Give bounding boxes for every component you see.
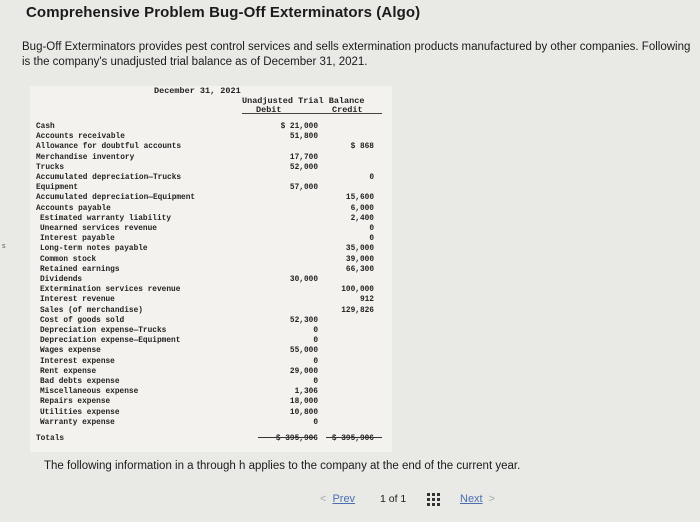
account-name: Equipment [36, 184, 79, 193]
account-name: Retained earnings [40, 265, 120, 274]
account-name: Sales (of merchandise) [40, 306, 143, 315]
debit-value: 55,000 [289, 347, 318, 356]
prev-button[interactable] [320, 488, 366, 510]
footer-text: The following information in a through h applies to the company at the end of the current year. [44, 460, 521, 472]
credit-value: 66,300 [345, 265, 374, 274]
debit-value: 0 [313, 327, 318, 335]
credit-value: 912 [359, 296, 374, 305]
account-name: Estimated warranty liability [40, 214, 172, 223]
credit-value: 0 [369, 225, 374, 233]
account-name: Bad debts expense [40, 378, 120, 386]
account-name: Accounts receivable [36, 133, 125, 142]
account-name: Depreciation expense—Equipment [40, 337, 181, 346]
debit-value: 17,700 [289, 153, 318, 162]
account-name: Miscellaneous expense [40, 388, 139, 397]
trial-balance-table [30, 86, 392, 452]
page-title: Comprehensive Problem Bug-Off Exterminators (Algo) [26, 4, 421, 21]
debit-value: 29,000 [289, 367, 318, 376]
debit-value: 0 [313, 378, 318, 386]
account-name: Accumulated depreciation—Equipment [36, 194, 196, 203]
account-name: Common stock [40, 255, 97, 264]
totals-credit-rule [326, 437, 382, 438]
side-mark: s [2, 243, 6, 250]
account-name: Unearned services revenue [40, 225, 157, 233]
debit-value: 52,300 [289, 316, 318, 325]
credit-value: 0 [369, 174, 374, 182]
table-row [30, 418, 392, 429]
account-name: Interest revenue [40, 296, 115, 305]
account-name: Warranty expense [40, 418, 115, 427]
credit-value: $ 868 [350, 143, 374, 152]
column-group-header: Unadjusted Trial Balance [242, 96, 365, 106]
account-name: Rent expense [40, 367, 97, 376]
totals-row [30, 434, 392, 445]
credit-value: 39,000 [345, 255, 374, 264]
grid-icon[interactable] [427, 493, 440, 506]
account-name: Allowance for doubtful accounts [36, 143, 182, 152]
debit-value: 1,306 [294, 388, 318, 397]
prev-label: Prev [332, 493, 356, 505]
debit-value: 0 [313, 357, 318, 366]
account-name: Accumulated depreciation—Trucks [36, 174, 182, 182]
credit-value: 6,000 [350, 204, 374, 213]
credit-value: $ 395,906 [331, 435, 374, 443]
debit-value: 51,800 [289, 133, 318, 142]
credit-value: 0 [369, 235, 374, 244]
account-name: Cash [36, 123, 55, 131]
page-info: 1 of 1 [380, 493, 407, 505]
debit-value: 0 [313, 418, 318, 427]
table-date: December 31, 2021 [154, 86, 241, 96]
debit-value: 0 [313, 337, 318, 346]
credit-value: 15,600 [345, 194, 374, 203]
account-name: Repairs expense [40, 398, 111, 407]
pager [0, 488, 700, 518]
debit-value: 52,000 [289, 163, 318, 172]
debit-value: 10,800 [289, 408, 318, 417]
account-name: Accounts payable [36, 204, 111, 213]
account-name: Extermination services revenue [40, 286, 181, 295]
account-name: Long-term notes payable [40, 245, 148, 254]
account-name: Depreciation expense—Trucks [40, 327, 167, 335]
chevron-right-icon: > [488, 493, 496, 505]
debit-value: $ 21,000 [280, 123, 318, 131]
account-name: Totals [36, 435, 65, 443]
account-name: Utilities expense [40, 408, 120, 417]
intro-paragraph: Bug-Off Exterminators provides pest control services and sells extermination products manufactured by other companies. Following is the company's unadjusted trial balance as of December 31, 2021. [22, 41, 691, 68]
account-name: Interest expense [40, 357, 115, 366]
account-name: Interest payable [40, 235, 115, 244]
debit-header: Debit [256, 105, 282, 115]
debit-value: 57,000 [289, 184, 318, 193]
chevron-left-icon: < [320, 493, 327, 505]
debit-value: 30,000 [289, 276, 318, 284]
header-rule [242, 113, 382, 114]
account-name: Merchandise inventory [36, 153, 135, 162]
credit-value: 100,000 [341, 286, 374, 295]
account-name: Cost of goods sold [40, 316, 125, 325]
next-button[interactable] [460, 488, 508, 510]
totals-debit-rule [258, 437, 314, 438]
debit-value: $ 395,906 [275, 435, 318, 443]
next-label: Next [460, 493, 483, 505]
debit-value: 18,000 [289, 398, 318, 407]
account-name: Dividends [40, 276, 83, 284]
credit-header: Credit [332, 105, 363, 115]
credit-value: 35,000 [345, 245, 374, 254]
account-name: Trucks [36, 163, 65, 172]
credit-value: 2,400 [350, 214, 374, 223]
account-name: Wages expense [40, 347, 101, 356]
credit-value: 129,826 [341, 306, 374, 315]
